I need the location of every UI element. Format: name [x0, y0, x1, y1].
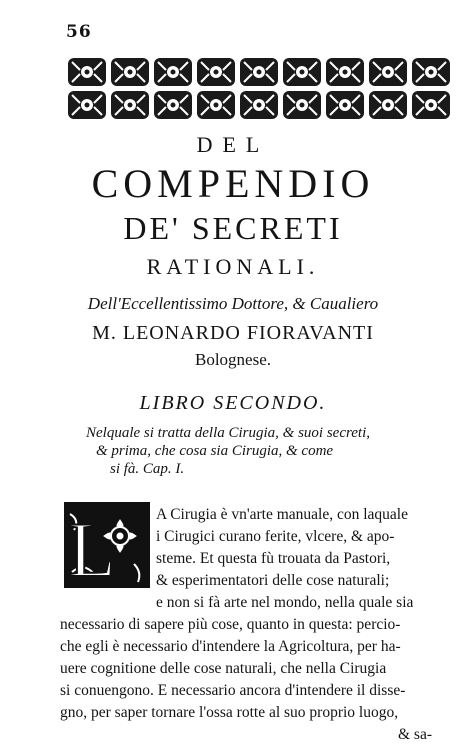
book-title: LIBRO SECONDO.: [139, 392, 327, 414]
body-line: i Cirugici curano ferite, vlcere, & apo-: [156, 528, 395, 545]
body-line: steme. Et questa fù trouata da Pastori,: [156, 550, 391, 567]
chapter-heading-line-1: Nelquale si tratta della Cirugia, & suoi secreti,: [86, 425, 371, 441]
decorated-initial-letter: [64, 502, 150, 588]
chapter-heading-line-2: & prima, che cosa sia Cirugia, & come: [96, 443, 334, 459]
author-city: Bolognese.: [194, 350, 272, 369]
title-line-4: RATIONALI.: [146, 254, 320, 279]
author-name: M. LEONARDO FIORAVANTI: [92, 322, 374, 344]
body-line: & esperimentatori delle cose naturali;: [156, 572, 390, 589]
decorative-headpiece: [66, 56, 452, 122]
body-line: uere cognitione delle cose naturali, che nella Cirugia: [60, 660, 387, 677]
chapter-heading-line-3: si fà. Cap. I.: [110, 461, 185, 477]
body-line: necessario di sapere più cose, quanto in questa: percio-: [60, 616, 401, 633]
body-line: & sa-: [398, 726, 433, 743]
title-line-2: COMPENDIO: [91, 161, 375, 206]
body-line: si conuengono. E necessario ancora d'intendere il disse-: [60, 682, 406, 699]
title-line-3: DE' SECRETI: [123, 210, 343, 246]
chapter-heading: [86, 424, 446, 478]
body-line: che egli è necessario d'intendere la Agricoltura, per ha-: [60, 638, 401, 655]
page-number: 56: [66, 22, 92, 42]
body-line: A Cirugia è vn'arte manuale, con laquale: [156, 506, 408, 523]
body-line: gno, per saper tornare l'ossa rotte al suo proprio luogo,: [60, 704, 399, 721]
drop-cap-letter: L: [68, 506, 116, 588]
title-line-1: DEL: [196, 132, 270, 157]
body-line: e non si fà arte nel mondo, nella quale sia: [156, 594, 414, 611]
author-dedication: Dell'Eccellentissimo Dottore, & Caualiero: [87, 294, 379, 313]
